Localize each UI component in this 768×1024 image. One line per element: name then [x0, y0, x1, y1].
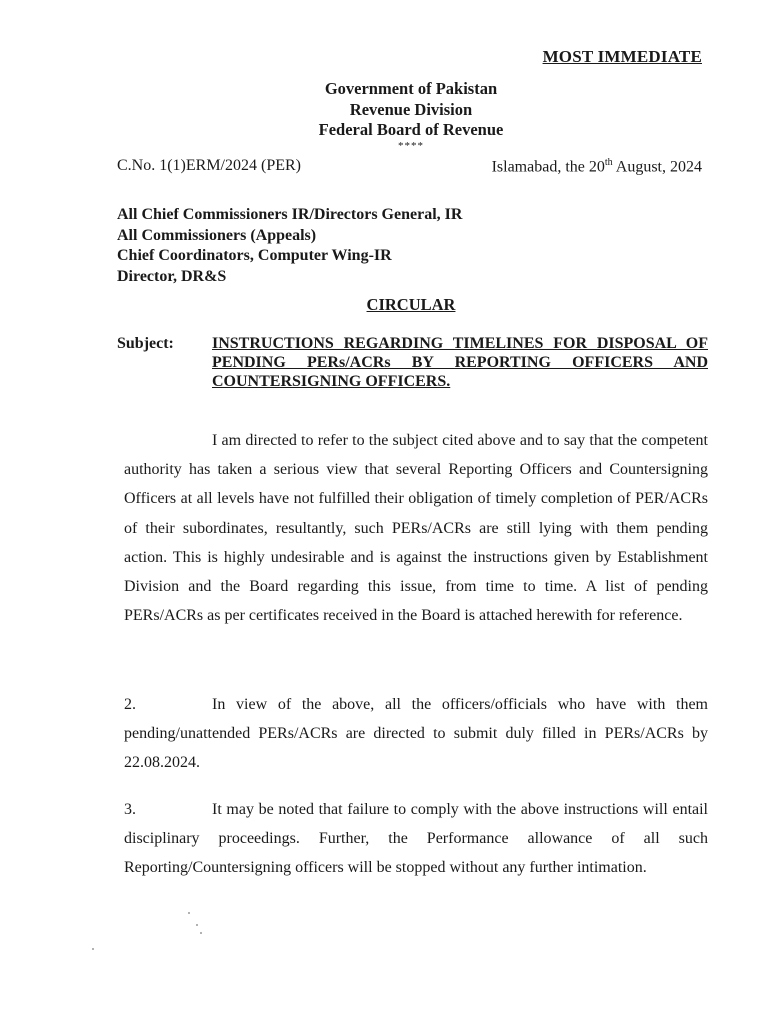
date-suffix: August, 2024	[612, 158, 702, 176]
letterhead-board: Federal Board of Revenue	[318, 120, 504, 139]
paragraph-2	[124, 690, 708, 778]
reference-row	[117, 157, 702, 176]
scan-speck	[92, 948, 94, 950]
scan-speck	[188, 912, 190, 914]
subject-label: Subject:	[117, 335, 174, 352]
date-ordinal: th	[604, 157, 613, 168]
circular-title: CIRCULAR	[366, 295, 456, 314]
priority-label: MOST IMMEDIATE	[542, 47, 702, 66]
addressee-line: Chief Coordinators, Computer Wing-IR	[117, 247, 392, 264]
date-prefix: Islamabad, the 20	[491, 158, 605, 176]
paragraph-text: In view of the above, all the officers/officials who have with them pending/unattended PERs/ACRs are directed to submit duly filled in PERs/ACRs by 22.08.2024.	[124, 696, 708, 772]
paragraph-number: 2.	[124, 696, 136, 713]
paragraph-number: 3.	[124, 801, 136, 818]
addressee-line: Director, DR&S	[117, 267, 227, 285]
letterhead-separator: ****	[398, 139, 424, 152]
scan-speck	[196, 924, 198, 926]
paragraph-3	[124, 795, 708, 883]
reference-number: C.No. 1(1)ERM/2024 (PER)	[117, 157, 301, 174]
addressee-list	[117, 205, 462, 287]
letterhead	[0, 79, 768, 151]
paragraph-text: I am directed to refer to the subject cited above and to say that the competent authority has taken a serious view that several Reporting Officers and Countersigning Officers at all levels have not fulfilled their obligation of timely completion of PER/ACRs of their subordinates, resultantly, such PERs/ACRs are still lying with them pending action. This is highly undesirable and is against the instructions given by Establishment Division and the Board regarding this issue, from time to time. A list of pending PERs/ACRs as per certificates received in the Board is attached herewith for reference.	[124, 432, 708, 625]
scan-speck	[200, 932, 202, 934]
document-date	[492, 157, 702, 176]
paragraph-text: It may be noted that failure to comply with the above instructions will entail disciplinary proceedings. Further, the Performance allowance of all such Reporting/Countersigning officers will be stopped without any further intimation.	[124, 801, 708, 877]
addressee-line: All Commissioners (Appeals)	[117, 226, 317, 244]
letterhead-division: Revenue Division	[349, 99, 473, 119]
paragraph-1	[124, 426, 708, 630]
letterhead-government: Government of Pakistan	[324, 79, 498, 98]
subject-text: INSTRUCTIONS REGARDING TIMELINES FOR DISPOSAL OF PENDING PERs/ACRs BY REPORTING OFFICERS AND COUNTERSIGNING OFFICERS.	[212, 335, 708, 390]
addressee-line: All Chief Commissioners IR/Directors General, IR	[117, 206, 463, 223]
